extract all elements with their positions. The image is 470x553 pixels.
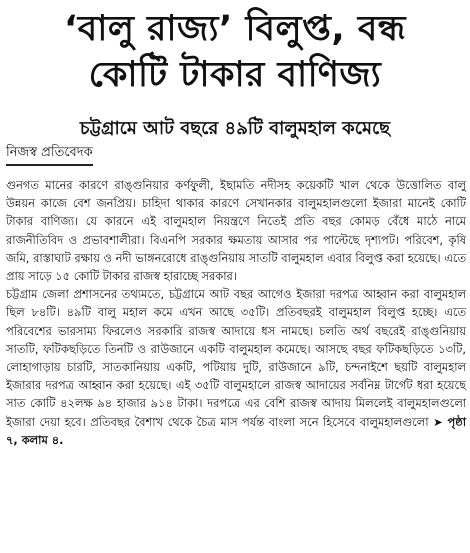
continued-jump-line: ➤ পৃষ্ঠা ৭, কলাম ৪. (6, 414, 466, 447)
article-body (6, 176, 466, 449)
headline-line-2: কোটি টাকার বাণিজ্য (88, 55, 382, 95)
byline: নিজস্ব প্রতিবেদক (6, 144, 93, 166)
headline-line-1: ‘বালু রাজ্য’ বিলুপ্ত, বন্ধ (63, 9, 407, 49)
paragraph-1: গুনগত মানের কারণে রাঙ্গুনিয়ার কর্ণফুলী, ইছামতি নদীসহ কয়েকটি খাল থেকে উত্তোলিত বালু উন্নয়ন কাজে বেশ জনপ্রিয়। চাহিদা থাকার কারণে সেখানকার বালুমহালগুলো ইজারা মানেই কোটি টাকার বাণিজ্য। যে কারনে এই বালুমহাল নিয়ন্ত্রণে নিতেই প্রতি বছর কোমড় বেঁধে মাঠে নামে রাজনীতিবিদ ও প্রভাবশালীরা। বিএনপি সরকার ক্ষমতায় আসার পর পাল্টেছে দৃশ্যপট। পরিবেশ, কৃষি জমি, রাস্তাঘাট রক্ষায় ও নদী ভাঙ্গনরোধে রাঙ্গুনিয়ায় সাতটি বালুমহাল এবার বিলুপ্ত করা হয়েছে। এতে প্রায় সাড়ে ১৫ কোটি টাকার রাজস্ব হারাচ্ছে সরকার। (6, 178, 466, 284)
paragraph-2 (6, 285, 466, 449)
subheadline: চট্টগ্রামে আট বছরে ৪৯টি বালুমহাল কমেছে (79, 118, 391, 139)
paragraph-2-text: চট্টগ্রাম জেলা প্রশাসনের তথ্যমতে, চট্টগ্রামে আট বছর আগেও ইজারা দরপত্র আহ্বান করা বালুমহাল ছিল ৮৪টি। ৪৯টি বালু মহাল কমে এখন আছে ৩৫টি। প্রতিবছরই বালুমহাল বিলুপ্ত হচ্ছে। এতে পরিবেশের ভারসাম্য ফিরলেও সরকারি রাজস্ব আদায়ে ধস নামছে। চলতি অর্থ বছরেই রাঙ্গুনিয়ায় সাতটি, ফটিকছড়িতে তিনটি ও রাউজানে একটি বালুমহাল কমেছে। আসছে বছর ফটিকছড়িতে ১৩টি, লোহাগাড়ায় চারটি, সাতকানিয়ায় একটি, পটিয়ায় দুটি, রাউজানে ৯টি, চন্দনাইশে ছয়টি বালুমহাল ইজারার দরপত্র আহ্বান করা হয়েছে। এই ৩৫টি বালুমহালে রাজস্ব আদায়ের সর্বনিম্ন টার্গেট ধরা হয়েছে সাত কোটি ৪২লক্ষ ৯৪ হাজার ৯১৪ টাকা। দরপত্রে এর বেশি রাজস্ব আদায় মিললেই বালুমহালগুলো ইজারা দেয়া হবে। প্রতিবছর বৈশাখ থেকে চৈত্র মাস পর্যন্ত বাংলা সনে হিসেবে বালুমহালগুলো (6, 287, 466, 429)
